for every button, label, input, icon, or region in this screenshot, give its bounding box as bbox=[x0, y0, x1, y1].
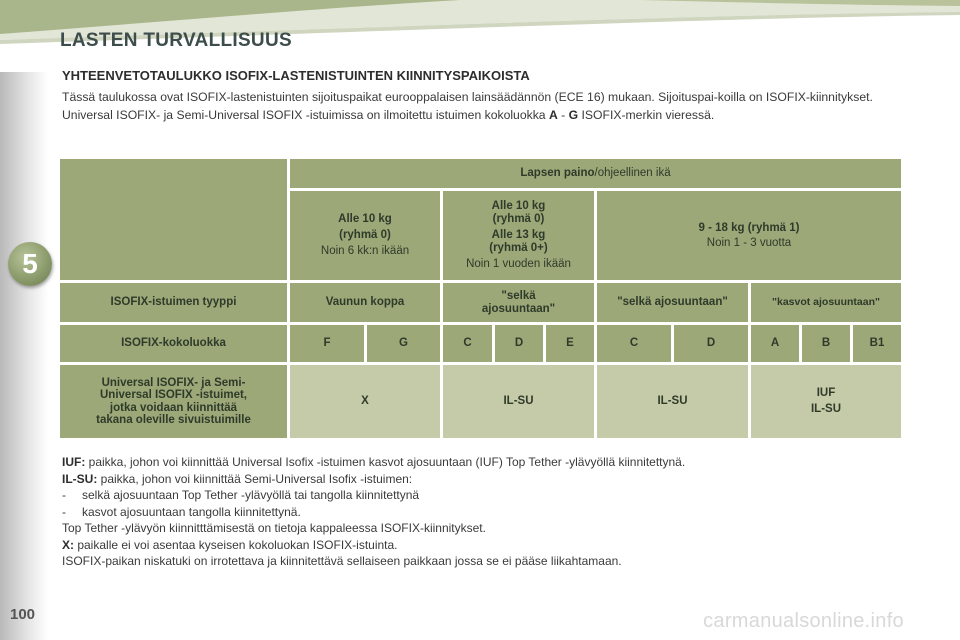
seat-type-forward-facing: "kasvot ajosuuntaan" bbox=[751, 283, 901, 322]
group-2-line-1: Alle 10 kg bbox=[491, 200, 546, 212]
intro-2-suffix: ISOFIX-merkin vieressä. bbox=[578, 108, 715, 122]
size-class-g: G bbox=[568, 108, 579, 122]
note-iuf bbox=[62, 454, 912, 471]
weight-header-text bbox=[520, 167, 670, 180]
size-class-cell: D bbox=[495, 325, 543, 362]
note-bullet-1 bbox=[62, 487, 912, 504]
legend-notes bbox=[62, 454, 912, 570]
table-corner-cell bbox=[60, 159, 287, 280]
size-class-cell: D bbox=[674, 325, 748, 362]
group-3-age: Noin 1 - 3 vuotta bbox=[706, 236, 792, 249]
group-1-line-1: Alle 10 kg bbox=[338, 213, 392, 225]
intro-text bbox=[62, 90, 900, 126]
data-cell-rear-facing-1: IL-SU bbox=[443, 365, 594, 438]
bullet-2-text: kasvot ajosuuntaan tangolla kiinnitettynä. bbox=[82, 504, 301, 519]
size-class-label: ISOFIX-kokoluokka bbox=[60, 325, 287, 362]
group-2-line-4: (ryhmä 0+) bbox=[489, 242, 548, 254]
weight-group-1 bbox=[290, 191, 440, 280]
weight-header-rest: /ohjeellinen ikä bbox=[594, 167, 671, 179]
forward-line-2: IL-SU bbox=[810, 403, 842, 415]
note-ilsu-text: paikka, johon voi kiinnittää Semi-Universal Isofix -istuimen: bbox=[97, 471, 413, 486]
intro-paragraph-2 bbox=[62, 108, 900, 123]
watermark: carmanualsonline.info bbox=[703, 610, 904, 632]
page-number: 100 bbox=[10, 606, 36, 623]
position-label-line-1: Universal ISOFIX- ja Semi- bbox=[101, 376, 246, 389]
size-class-cell: C bbox=[443, 325, 492, 362]
size-class-cell: B1 bbox=[853, 325, 901, 362]
size-class-cell: B bbox=[802, 325, 850, 362]
seat-type-rear-facing-2: "selkä ajosuuntaan" bbox=[597, 283, 748, 322]
bullet-1-text: selkä ajosuuntaan Top Tether -ylävyöllä tai tangolla kiinnitettynä bbox=[82, 488, 420, 502]
size-class-cell: A bbox=[751, 325, 799, 362]
group-2-line-2: (ryhmä 0) bbox=[492, 213, 545, 225]
weight-group-2 bbox=[443, 191, 594, 280]
section-title: YHTEENVETOTAULUKKO ISOFIX-LASTENISTUINTEN KIINNITYSPAIKOISTA bbox=[62, 68, 530, 83]
weight-header-cell bbox=[290, 159, 901, 188]
seat-position-label bbox=[60, 365, 287, 438]
group-3-line-1: 9 - 18 kg (ryhmä 1) bbox=[698, 221, 800, 234]
group-2-age: Noin 1 vuoden ikään bbox=[466, 258, 571, 270]
chapter-tab[interactable]: 5 bbox=[8, 242, 52, 286]
bullet-dash: - bbox=[62, 504, 66, 519]
bullet-dash: - bbox=[62, 488, 66, 502]
position-label-line-2: Universal ISOFIX -istuimet, bbox=[100, 389, 247, 401]
weight-group-3 bbox=[597, 191, 901, 280]
rear-1-line-2: ajosuuntaan" bbox=[481, 302, 556, 315]
size-class-cell: C bbox=[597, 325, 671, 362]
size-class-cell: F bbox=[290, 325, 364, 362]
group-1-line-2: (ryhmä 0) bbox=[339, 229, 391, 241]
page-title: LASTEN TURVALLISUUS bbox=[60, 30, 292, 51]
note-bullet-2 bbox=[62, 504, 912, 521]
size-class-cell: G bbox=[367, 325, 440, 362]
size-class-a: A bbox=[548, 108, 558, 122]
seat-type-rear-facing-1 bbox=[443, 283, 594, 322]
note-ilsu bbox=[62, 471, 912, 488]
data-cell-rear-facing-2: IL-SU bbox=[597, 365, 748, 438]
data-cell-forward-facing bbox=[751, 365, 901, 438]
rear-1-line-1: "selkä bbox=[501, 289, 536, 302]
intro-2-sep: - bbox=[557, 108, 569, 122]
note-top-tether: Top Tether -ylävyön kiinnitttämisestä on tietoja kappaleessa ISOFIX-kiinnitykset. bbox=[62, 521, 486, 535]
forward-line-1: IUF bbox=[816, 387, 836, 399]
group-1-age: Noin 6 kk:n ikään bbox=[320, 245, 410, 257]
note-ilsu-term: IL-SU: bbox=[62, 471, 98, 486]
note-iuf-term: IUF: bbox=[62, 455, 86, 469]
position-label-line-3: jotka voidaan kiinnittää bbox=[109, 401, 238, 414]
seat-type-carrycot: Vaunun koppa bbox=[290, 283, 440, 322]
position-label-line-4: takana oleville sivuistuimille bbox=[96, 414, 251, 426]
weight-header-bold: Lapsen paino bbox=[520, 167, 595, 179]
intro-paragraph-1: Tässä taulukossa ovat ISOFIX-lastenistuinten sijoituspaikat eurooppalaisen lainsäädännön (ECE 16) mukaan. Sijoituspai-koilla on ISOFIX-kiinnitykset. bbox=[62, 90, 873, 104]
left-margin-strip bbox=[0, 72, 48, 640]
group-2-line-3: Alle 13 kg bbox=[491, 229, 546, 241]
intro-2-prefix: Universal ISOFIX- ja Semi-Universal ISOFIX -istuimissa on ilmoitettu istuimen kokoluokka bbox=[62, 108, 549, 122]
note-headrest: ISOFIX-paikan niskatuki on irrotettava ja kiinnitettävä sellaiseen paikkaan jossa se ei pääse liikahtamaan. bbox=[62, 554, 622, 568]
seat-type-label: ISOFIX-istuimen tyyppi bbox=[60, 283, 287, 322]
note-iuf-text: paikka, johon voi kiinnittää Universal Isofix -istuimen kasvot ajosuuntaan (IUF) Top Tether -ylävyöllä kiinnitettynä. bbox=[85, 455, 686, 469]
note-x bbox=[62, 537, 912, 554]
data-cell-carrycot: X bbox=[290, 365, 440, 438]
note-x-text: paikalle ei voi asentaa kyseisen kokoluokan ISOFIX-istuinta. bbox=[74, 537, 398, 552]
note-x-term: X: bbox=[62, 537, 74, 552]
size-class-cell: E bbox=[546, 325, 594, 362]
